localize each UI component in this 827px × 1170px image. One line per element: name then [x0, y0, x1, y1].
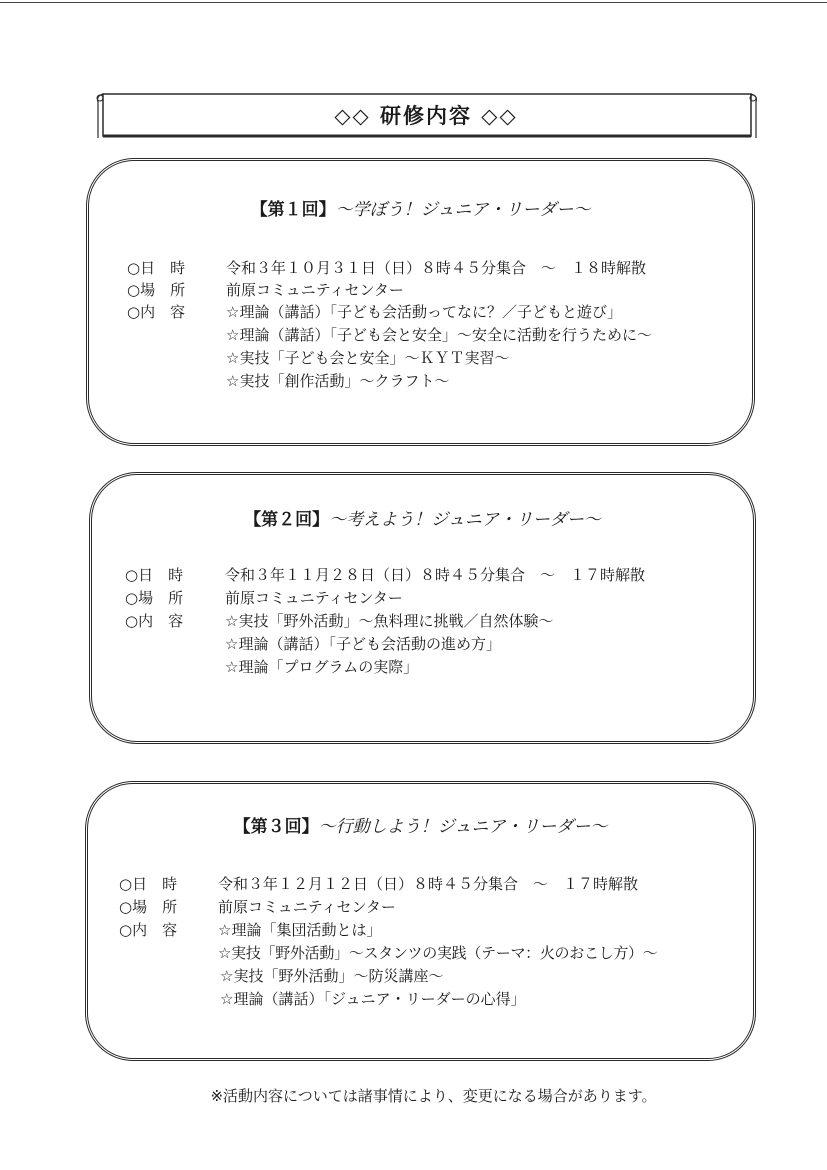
session-1-heading — [89, 195, 752, 220]
date-label: ○日 時 — [125, 566, 184, 584]
title-banner — [95, 92, 757, 142]
session-3-content-item: ☆実技「野外活動」～スタンツの実践（テーマ：火のおこし方）～ — [218, 944, 658, 962]
session-1-number: 【第１回】 — [250, 200, 336, 220]
date-label: ○日 時 — [127, 259, 186, 277]
session-3-content-item: ☆理論（講話）「ジュニア・リーダーの心得」 — [220, 990, 526, 1008]
place-label: ○場 所 — [127, 281, 186, 299]
session-2-place: 前原コミュニティセンター — [225, 589, 403, 607]
session-1-content-item: ☆理論（講話）「子ども会と安全」～安全に活動を行うために～ — [226, 326, 652, 344]
session-1-content-item: ☆理論（講話）「子ども会活動ってなに？／子どもと遊び」 — [226, 303, 622, 321]
content-label: ○内 容 — [125, 612, 184, 630]
session-2-heading — [92, 505, 753, 530]
session-1-place: 前原コミュニティセンター — [226, 281, 404, 299]
banner-title: ◇◇ 研修内容 ◇◇ — [334, 104, 518, 128]
content-label: ○内 容 — [127, 303, 186, 321]
session-1-theme: ～学ぼう！ジュニア・リーダー～ — [335, 200, 591, 220]
session-2-content-item: ☆理論（講話）「子ども会活動の進め方」 — [225, 635, 501, 653]
session-3-content-item: ☆理論「集団活動とは」 — [218, 921, 382, 939]
session-2-theme: ～考えよう！ジュニア・リーダー～ — [329, 510, 601, 530]
session-3-box — [85, 781, 756, 1061]
session-1-date: 令和３年１０月３１日（日）８時４５分集合 ～ １８時解散 — [226, 259, 647, 277]
session-2-box — [89, 472, 756, 744]
session-3-theme: ～行動しよう！ジュニア・リーダー～ — [318, 817, 608, 837]
session-1-content-item: ☆実技「子ども会と安全」～ＫＹＴ実習～ — [226, 349, 510, 367]
session-3-number: 【第３回】 — [233, 817, 319, 837]
session-1-box — [86, 158, 755, 446]
session-2-content-item: ☆実技「野外活動」～魚料理に挑戦／自然体験～ — [225, 612, 554, 630]
session-3-heading — [88, 812, 753, 837]
date-label: ○日 時 — [119, 875, 178, 893]
session-3-date: 令和３年１２月１２日（日）８時４５分集合 ～ １７時解散 — [218, 875, 639, 893]
content-label: ○内 容 — [119, 921, 178, 939]
disclaimer-note: ※活動内容については諸事情により、変更になる場合があります。 — [210, 1087, 657, 1105]
page-top-rule — [0, 2, 827, 3]
session-3-place: 前原コミュニティセンター — [218, 898, 396, 916]
session-2-number: 【第２回】 — [244, 510, 330, 530]
place-label: ○場 所 — [125, 589, 184, 607]
place-label: ○場 所 — [119, 898, 178, 916]
session-2-date: 令和３年１１月２８日（日）８時４５分集合 ～ １７時解散 — [225, 566, 646, 584]
session-2-content-item: ☆理論「プログラムの実際」 — [225, 658, 419, 676]
session-1-content-item: ☆実技「創作活動」～クラフト～ — [226, 372, 450, 390]
session-3-content-item: ☆実技「野外活動」～防災講座～ — [220, 967, 444, 985]
